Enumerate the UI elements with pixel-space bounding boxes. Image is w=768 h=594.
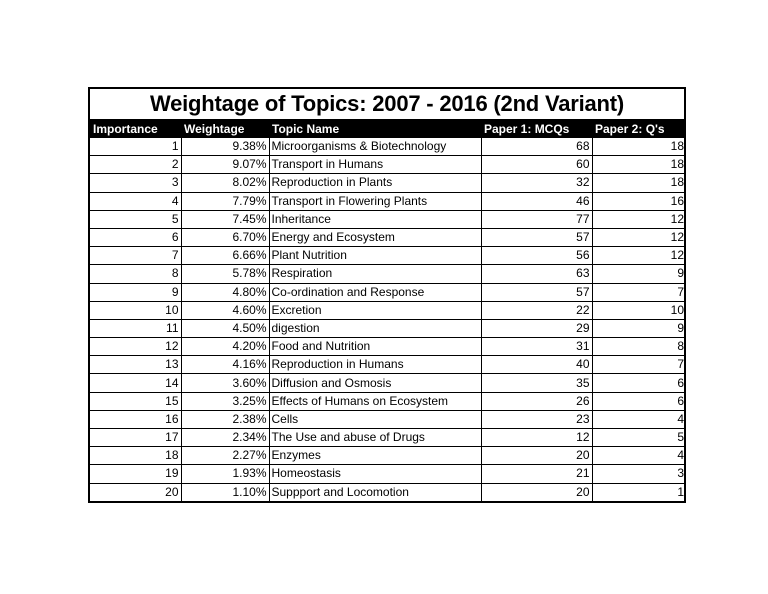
cell-weightage: 4.80% xyxy=(181,283,269,301)
cell-paper1-mcqs: 23 xyxy=(481,410,592,428)
cell-paper2-qs: 7 xyxy=(592,283,686,301)
cell-weightage: 4.20% xyxy=(181,338,269,356)
cell-weightage: 6.66% xyxy=(181,247,269,265)
cell-weightage: 1.10% xyxy=(181,483,269,501)
cell-paper1-mcqs: 77 xyxy=(481,210,592,228)
column-header-importance: Importance xyxy=(90,120,181,138)
cell-importance: 12 xyxy=(90,338,181,356)
cell-topic-name: Microorganisms & Biotechnology xyxy=(269,138,481,156)
table-row xyxy=(90,138,686,156)
cell-weightage: 9.38% xyxy=(181,138,269,156)
cell-paper2-qs: 6 xyxy=(592,392,686,410)
cell-weightage: 6.70% xyxy=(181,228,269,246)
cell-paper2-qs: 16 xyxy=(592,192,686,210)
cell-weightage: 4.60% xyxy=(181,301,269,319)
cell-importance: 13 xyxy=(90,356,181,374)
cell-paper2-qs: 9 xyxy=(592,319,686,337)
cell-paper2-qs: 18 xyxy=(592,174,686,192)
cell-importance: 18 xyxy=(90,447,181,465)
cell-importance: 15 xyxy=(90,392,181,410)
cell-importance: 19 xyxy=(90,465,181,483)
cell-topic-name: Plant Nutrition xyxy=(269,247,481,265)
cell-weightage: 7.79% xyxy=(181,192,269,210)
cell-topic-name: Respiration xyxy=(269,265,481,283)
column-header-topic-name: Topic Name xyxy=(269,120,481,138)
table-row xyxy=(90,174,686,192)
table-row xyxy=(90,156,686,174)
cell-topic-name: Co-ordination and Response xyxy=(269,283,481,301)
table-body xyxy=(90,138,686,501)
cell-importance: 16 xyxy=(90,410,181,428)
cell-topic-name: digestion xyxy=(269,319,481,337)
topics-table-sheet xyxy=(88,87,686,503)
cell-topic-name: Effects of Humans on Ecosystem xyxy=(269,392,481,410)
cell-weightage: 1.93% xyxy=(181,465,269,483)
cell-weightage: 3.60% xyxy=(181,374,269,392)
cell-weightage: 9.07% xyxy=(181,156,269,174)
cell-paper1-mcqs: 56 xyxy=(481,247,592,265)
table-row xyxy=(90,247,686,265)
cell-topic-name: Transport in Humans xyxy=(269,156,481,174)
cell-paper1-mcqs: 26 xyxy=(481,392,592,410)
cell-topic-name: Homeostasis xyxy=(269,465,481,483)
cell-topic-name: Excretion xyxy=(269,301,481,319)
cell-importance: 9 xyxy=(90,283,181,301)
cell-topic-name: Transport in Flowering Plants xyxy=(269,192,481,210)
cell-paper1-mcqs: 32 xyxy=(481,174,592,192)
cell-topic-name: Reproduction in Plants xyxy=(269,174,481,192)
table-row xyxy=(90,429,686,447)
table-row xyxy=(90,192,686,210)
cell-paper2-qs: 7 xyxy=(592,356,686,374)
cell-importance: 6 xyxy=(90,228,181,246)
cell-paper1-mcqs: 63 xyxy=(481,265,592,283)
cell-paper2-qs: 18 xyxy=(592,156,686,174)
cell-paper2-qs: 12 xyxy=(592,228,686,246)
table-row xyxy=(90,392,686,410)
cell-paper2-qs: 12 xyxy=(592,210,686,228)
cell-weightage: 2.27% xyxy=(181,447,269,465)
cell-importance: 20 xyxy=(90,483,181,501)
cell-paper2-qs: 4 xyxy=(592,410,686,428)
table-row xyxy=(90,283,686,301)
cell-weightage: 4.16% xyxy=(181,356,269,374)
table-row xyxy=(90,301,686,319)
cell-paper1-mcqs: 21 xyxy=(481,465,592,483)
cell-paper2-qs: 3 xyxy=(592,465,686,483)
column-header-paper1-mcqs: Paper 1: MCQs xyxy=(481,120,592,138)
cell-importance: 2 xyxy=(90,156,181,174)
cell-importance: 11 xyxy=(90,319,181,337)
cell-paper1-mcqs: 35 xyxy=(481,374,592,392)
cell-paper2-qs: 6 xyxy=(592,374,686,392)
cell-topic-name: Enzymes xyxy=(269,447,481,465)
cell-paper1-mcqs: 29 xyxy=(481,319,592,337)
cell-importance: 14 xyxy=(90,374,181,392)
cell-paper1-mcqs: 46 xyxy=(481,192,592,210)
cell-paper2-qs: 18 xyxy=(592,138,686,156)
cell-paper1-mcqs: 22 xyxy=(481,301,592,319)
table-row xyxy=(90,465,686,483)
cell-topic-name: Reproduction in Humans xyxy=(269,356,481,374)
header-row xyxy=(90,120,686,138)
cell-paper1-mcqs: 31 xyxy=(481,338,592,356)
table-row xyxy=(90,338,686,356)
cell-paper1-mcqs: 68 xyxy=(481,138,592,156)
cell-importance: 5 xyxy=(90,210,181,228)
cell-importance: 17 xyxy=(90,429,181,447)
cell-paper1-mcqs: 57 xyxy=(481,228,592,246)
table-row xyxy=(90,483,686,501)
cell-weightage: 3.25% xyxy=(181,392,269,410)
cell-importance: 4 xyxy=(90,192,181,210)
table-row xyxy=(90,410,686,428)
topics-table xyxy=(90,120,686,501)
cell-importance: 1 xyxy=(90,138,181,156)
cell-paper1-mcqs: 57 xyxy=(481,283,592,301)
cell-weightage: 2.38% xyxy=(181,410,269,428)
table-row xyxy=(90,210,686,228)
cell-importance: 7 xyxy=(90,247,181,265)
cell-weightage: 2.34% xyxy=(181,429,269,447)
cell-topic-name: Diffusion and Osmosis xyxy=(269,374,481,392)
cell-paper2-qs: 5 xyxy=(592,429,686,447)
cell-paper1-mcqs: 60 xyxy=(481,156,592,174)
column-header-paper2-qs: Paper 2: Q's xyxy=(592,120,686,138)
cell-paper1-mcqs: 12 xyxy=(481,429,592,447)
cell-paper2-qs: 8 xyxy=(592,338,686,356)
column-header-weightage: Weightage xyxy=(181,120,269,138)
cell-topic-name: The Use and abuse of Drugs xyxy=(269,429,481,447)
cell-paper1-mcqs: 20 xyxy=(481,447,592,465)
cell-importance: 10 xyxy=(90,301,181,319)
table-title: Weightage of Topics: 2007 - 2016 (2nd Variant) xyxy=(90,89,684,120)
cell-weightage: 7.45% xyxy=(181,210,269,228)
cell-paper2-qs: 1 xyxy=(677,484,684,499)
cell-paper1-mcqs: 40 xyxy=(481,356,592,374)
cell-topic-name: Cells xyxy=(269,410,481,428)
cell-weightage: 4.50% xyxy=(181,319,269,337)
table-row xyxy=(90,265,686,283)
table-row xyxy=(90,228,686,246)
cell-importance: 3 xyxy=(90,174,181,192)
cell-topic-name: Food and Nutrition xyxy=(269,338,481,356)
table-row xyxy=(90,356,686,374)
cell-paper2-qs: 10 xyxy=(592,301,686,319)
cell-paper2-qs: 9 xyxy=(592,265,686,283)
cell-paper1-mcqs: 20 xyxy=(481,483,592,501)
cell-weightage: 5.78% xyxy=(181,265,269,283)
table-row xyxy=(90,319,686,337)
cell-topic-name: Inheritance xyxy=(269,210,481,228)
table-row xyxy=(90,447,686,465)
cell-weightage: 8.02% xyxy=(181,174,269,192)
cell-topic-name: Suppport and Locomotion xyxy=(269,483,481,501)
cell-topic-name: Energy and Ecosystem xyxy=(269,228,481,246)
cell-importance: 8 xyxy=(90,265,181,283)
table-row xyxy=(90,374,686,392)
cell-paper2-qs: 4 xyxy=(592,447,686,465)
cell-paper2-qs: 12 xyxy=(592,247,686,265)
